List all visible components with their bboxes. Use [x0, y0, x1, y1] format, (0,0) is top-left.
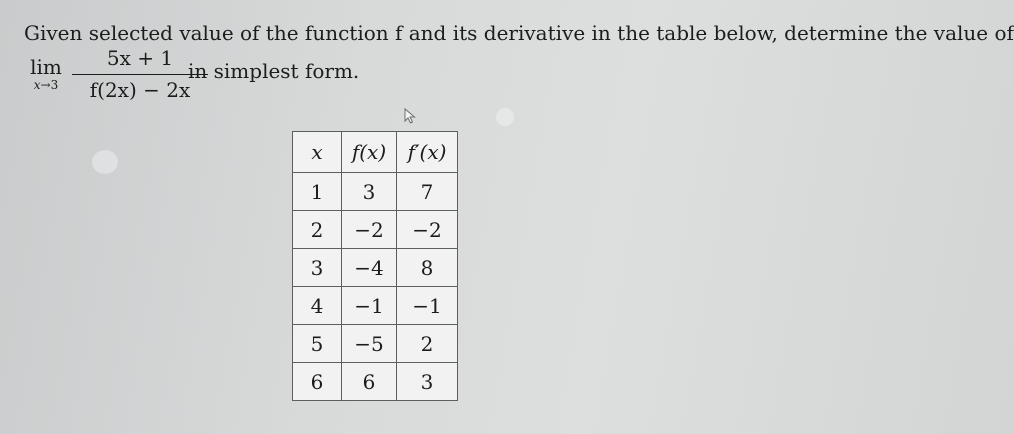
lim-sub-var: x	[33, 78, 41, 92]
cell-fx: 3	[342, 173, 397, 211]
table-row	[293, 211, 458, 249]
screen-glare	[92, 150, 118, 174]
table-row	[293, 363, 458, 401]
lim-subscript	[26, 78, 66, 92]
fraction-numerator: 5x + 1	[72, 44, 208, 75]
cell-fprime: 2	[397, 325, 458, 363]
cell-fx: −1	[342, 287, 397, 325]
cell-fprime: −2	[397, 211, 458, 249]
lim-sub-arrow: →	[40, 78, 51, 92]
cell-x: 2	[293, 211, 342, 249]
question-line-1: Given selected value of the function f and its derivative in the table below, determine the value of	[24, 21, 1014, 45]
header-x: x	[293, 132, 342, 173]
cell-x: 5	[293, 325, 342, 363]
cell-fprime: 3	[397, 363, 458, 401]
values-table	[292, 131, 458, 401]
question-tail: in simplest form.	[188, 59, 360, 83]
lim-sub-target: 3	[50, 78, 59, 92]
lim-word: lim	[30, 55, 62, 79]
cell-fx: 6	[342, 363, 397, 401]
mouse-pointer-icon	[404, 108, 416, 124]
cell-fprime: 8	[397, 249, 458, 287]
table-row	[293, 287, 458, 325]
cell-fprime: 7	[397, 173, 458, 211]
cell-fx: −2	[342, 211, 397, 249]
header-fx: f(x)	[342, 132, 397, 173]
table-row	[293, 173, 458, 211]
cell-fx: −4	[342, 249, 397, 287]
cell-fx: −5	[342, 325, 397, 363]
header-fprime-x: f′(x)	[397, 132, 458, 173]
cell-x: 1	[293, 173, 342, 211]
table-row	[293, 249, 458, 287]
table-header-row	[293, 132, 458, 173]
cell-fprime: −1	[397, 287, 458, 325]
cell-x: 4	[293, 287, 342, 325]
cell-x: 6	[293, 363, 342, 401]
question-text	[24, 20, 1014, 46]
cell-x: 3	[293, 249, 342, 287]
fraction-denominator: f(2x) − 2x	[89, 78, 191, 102]
table-row	[293, 325, 458, 363]
limit-operator	[26, 56, 66, 92]
screen-glare	[496, 108, 514, 126]
